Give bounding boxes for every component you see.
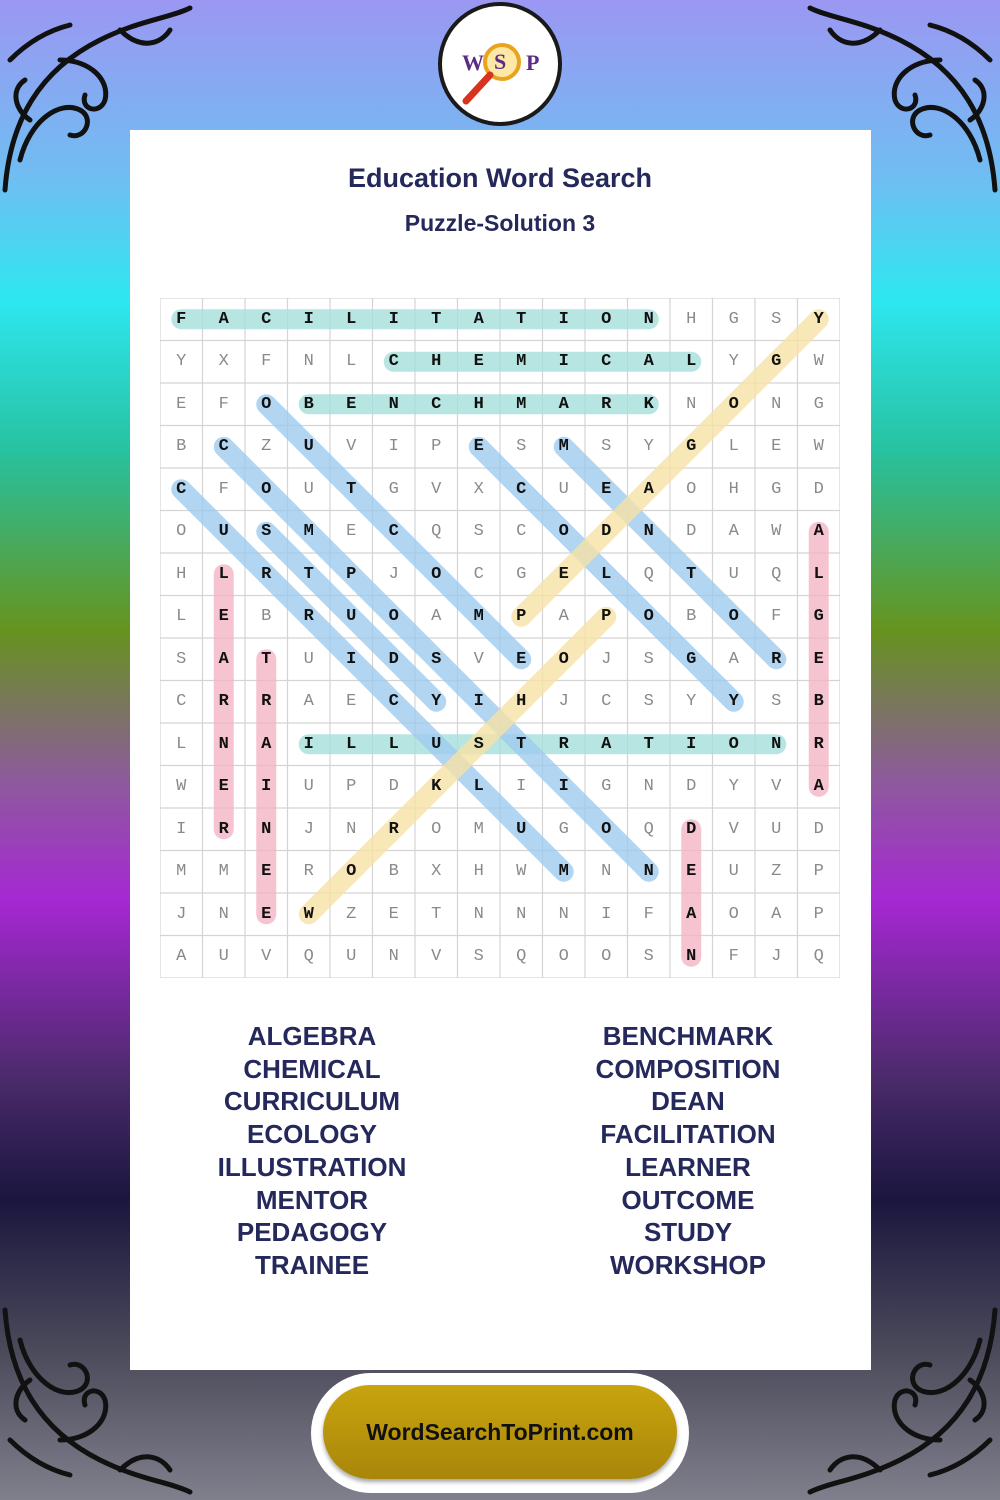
- word-list-item: PEDAGOGY: [236, 1217, 388, 1248]
- grid-letter[interactable]: S: [473, 947, 484, 967]
- grid-letter[interactable]: Q: [303, 947, 314, 967]
- grid-letter[interactable]: L: [346, 309, 357, 329]
- grid-letter[interactable]: N: [558, 904, 569, 924]
- grid-letter[interactable]: P: [516, 607, 527, 627]
- grid-letter[interactable]: A: [813, 522, 824, 542]
- word-list-item: FACILITATION: [600, 1119, 776, 1150]
- grid-letter[interactable]: U: [303, 777, 314, 797]
- word-list-item: ALGEBRA: [247, 1021, 377, 1051]
- grid-letter[interactable]: T: [431, 309, 442, 329]
- grid-letter[interactable]: N: [218, 734, 229, 754]
- grid-letter[interactable]: O: [643, 607, 654, 627]
- grid-letter[interactable]: T: [346, 479, 357, 499]
- grid-letter[interactable]: O: [261, 394, 272, 414]
- grid-letter[interactable]: U: [218, 522, 229, 542]
- grid-letter[interactable]: L: [728, 437, 739, 457]
- grid-letter[interactable]: E: [346, 394, 357, 414]
- grid-letter[interactable]: M: [303, 522, 314, 542]
- grid-letter[interactable]: I: [558, 309, 569, 329]
- grid-letter[interactable]: T: [643, 734, 654, 754]
- grid-letter[interactable]: Y: [643, 437, 654, 457]
- grid-letter[interactable]: R: [771, 649, 782, 669]
- grid-letter[interactable]: P: [346, 777, 357, 797]
- grid-letter[interactable]: F: [218, 479, 229, 499]
- grid-letter[interactable]: E: [218, 607, 229, 627]
- grid-letter[interactable]: D: [686, 819, 697, 839]
- grid-letter[interactable]: W: [813, 352, 824, 372]
- grid-letter[interactable]: L: [388, 734, 399, 754]
- footer-link-text: WordSearchToPrint.com: [366, 1418, 634, 1445]
- grid-letter[interactable]: E: [601, 479, 612, 499]
- grid-letter[interactable]: A: [643, 479, 654, 499]
- grid-letter[interactable]: S: [643, 947, 654, 967]
- grid-letter[interactable]: Q: [431, 522, 442, 542]
- grid-letter[interactable]: A: [431, 607, 442, 627]
- grid-letter[interactable]: L: [218, 564, 229, 584]
- grid-letter[interactable]: C: [388, 522, 399, 542]
- grid-letter[interactable]: E: [346, 692, 357, 712]
- grid-letter[interactable]: C: [176, 692, 187, 712]
- grid-letter[interactable]: U: [218, 947, 229, 967]
- grid-letter[interactable]: Z: [771, 862, 782, 882]
- grid-letter[interactable]: J: [558, 692, 569, 712]
- grid-letter[interactable]: E: [261, 862, 272, 882]
- grid-letter[interactable]: H: [728, 479, 739, 499]
- grid-letter[interactable]: V: [728, 819, 739, 839]
- word-list-item: CHEMICAL: [243, 1053, 381, 1084]
- grid-letter[interactable]: J: [771, 947, 782, 967]
- grid-letter[interactable]: H: [516, 692, 527, 712]
- grid-letter[interactable]: U: [303, 479, 314, 499]
- grid-letter[interactable]: W: [516, 862, 527, 882]
- grid-letter[interactable]: F: [728, 947, 739, 967]
- logo-letter-s: S: [494, 49, 507, 74]
- grid-letter[interactable]: W: [176, 777, 187, 797]
- grid-letter[interactable]: L: [473, 777, 484, 797]
- grid-letter[interactable]: U: [558, 479, 569, 499]
- grid-letter[interactable]: N: [346, 819, 357, 839]
- grid-letter[interactable]: E: [473, 352, 484, 372]
- grid-letter[interactable]: D: [388, 777, 399, 797]
- grid-letter[interactable]: K: [643, 394, 654, 414]
- grid-letter[interactable]: I: [601, 904, 612, 924]
- grid-letter[interactable]: R: [303, 607, 314, 627]
- word-list-right: [538, 1020, 838, 1282]
- word-list-item: CURRICULUM: [223, 1086, 401, 1117]
- grid-letter[interactable]: N: [516, 904, 527, 924]
- grid-letter[interactable]: S: [771, 692, 782, 712]
- grid-letter[interactable]: R: [601, 394, 612, 414]
- grid-letter[interactable]: V: [771, 777, 782, 797]
- grid-letter[interactable]: N: [388, 947, 399, 967]
- grid-letter[interactable]: N: [686, 947, 697, 967]
- grid-letter[interactable]: C: [388, 692, 399, 712]
- grid-letter[interactable]: S: [643, 649, 654, 669]
- grid-letter[interactable]: O: [686, 479, 697, 499]
- grid-letter[interactable]: P: [431, 437, 442, 457]
- grid-letter[interactable]: I: [686, 734, 697, 754]
- grid-letter[interactable]: E: [176, 394, 187, 414]
- grid-letter[interactable]: Q: [813, 947, 824, 967]
- grid-letter[interactable]: F: [771, 607, 782, 627]
- grid-letter[interactable]: N: [218, 904, 229, 924]
- grid-letter[interactable]: T: [516, 734, 527, 754]
- grid-letter[interactable]: H: [176, 564, 187, 584]
- grid-letter[interactable]: I: [176, 819, 187, 839]
- grid-letter[interactable]: V: [346, 437, 357, 457]
- grid-letter[interactable]: A: [813, 777, 824, 797]
- grid-letter[interactable]: O: [728, 904, 739, 924]
- grid-letter[interactable]: T: [261, 649, 272, 669]
- word-list-item: LEARNER: [625, 1151, 751, 1182]
- grid-letter[interactable]: O: [728, 734, 739, 754]
- grid-letter[interactable]: X: [218, 352, 229, 372]
- grid-letter[interactable]: W: [771, 522, 782, 542]
- grid-letter[interactable]: N: [771, 394, 782, 414]
- grid-letter[interactable]: G: [813, 607, 824, 627]
- grid-letter[interactable]: Y: [431, 692, 442, 712]
- word-list-item: WORKSHOP: [610, 1249, 766, 1280]
- logo-letter-w: W: [462, 50, 484, 75]
- grid-letter[interactable]: G: [771, 352, 782, 372]
- grid-letter[interactable]: U: [431, 734, 442, 754]
- word-list-item: TRAINEE: [254, 1249, 370, 1280]
- grid-letter[interactable]: R: [261, 692, 272, 712]
- grid-letter[interactable]: O: [176, 522, 187, 542]
- grid-letter[interactable]: G: [686, 649, 697, 669]
- grid-letter[interactable]: F: [261, 352, 272, 372]
- grid-letter[interactable]: N: [473, 904, 484, 924]
- grid-letter[interactable]: E: [473, 437, 484, 457]
- grid-letter[interactable]: L: [176, 607, 187, 627]
- grid-letter[interactable]: T: [431, 904, 442, 924]
- word-list-item: ECOLOGY: [246, 1119, 377, 1150]
- grid-letter[interactable]: C: [431, 394, 442, 414]
- grid-letter[interactable]: O: [601, 819, 612, 839]
- grid-letter[interactable]: A: [261, 734, 272, 754]
- grid-letter[interactable]: Y: [686, 692, 697, 712]
- grid-letter[interactable]: A: [601, 734, 612, 754]
- grid-letter[interactable]: N: [601, 862, 612, 882]
- wsp-logo: [438, 2, 562, 126]
- grid-letter[interactable]: U: [516, 819, 527, 839]
- grid-letter[interactable]: E: [558, 564, 569, 584]
- grid-letter[interactable]: E: [686, 862, 697, 882]
- grid-letter[interactable]: L: [176, 734, 187, 754]
- word-list-item: STUDY: [643, 1217, 733, 1248]
- word-list-item: DEAN: [651, 1086, 725, 1117]
- grid-letter[interactable]: G: [686, 437, 697, 457]
- grid-letter[interactable]: V: [431, 947, 442, 967]
- grid-letter[interactable]: U: [346, 607, 357, 627]
- grid-letter[interactable]: D: [686, 777, 697, 797]
- grid-letter[interactable]: O: [388, 607, 399, 627]
- grid-letter[interactable]: F: [176, 309, 187, 329]
- grid-letter[interactable]: S: [473, 734, 484, 754]
- grid-letter[interactable]: D: [813, 819, 824, 839]
- grid-letter[interactable]: C: [516, 479, 527, 499]
- grid-letter[interactable]: I: [388, 309, 399, 329]
- grid-letter[interactable]: N: [771, 734, 782, 754]
- grid-letter[interactable]: R: [813, 734, 824, 754]
- grid-letter[interactable]: R: [261, 564, 272, 584]
- grid-letter[interactable]: I: [346, 649, 357, 669]
- grid-letter[interactable]: D: [388, 649, 399, 669]
- grid-letter[interactable]: J: [303, 819, 314, 839]
- grid-letter[interactable]: G: [771, 479, 782, 499]
- grid-letter[interactable]: L: [601, 564, 612, 584]
- grid-letter[interactable]: L: [813, 564, 824, 584]
- grid-letter[interactable]: S: [473, 522, 484, 542]
- grid-letter[interactable]: R: [388, 819, 399, 839]
- grid-letter[interactable]: N: [261, 819, 272, 839]
- grid-letter[interactable]: H: [431, 352, 442, 372]
- grid-letter[interactable]: A: [303, 692, 314, 712]
- grid-letter[interactable]: A: [558, 394, 569, 414]
- grid-letter[interactable]: A: [728, 649, 739, 669]
- grid-letter[interactable]: M: [516, 352, 527, 372]
- grid-letter[interactable]: Y: [813, 309, 824, 329]
- grid-letter[interactable]: B: [261, 607, 272, 627]
- grid-letter[interactable]: H: [473, 394, 484, 414]
- grid-letter[interactable]: A: [686, 904, 697, 924]
- grid-letter[interactable]: O: [558, 522, 569, 542]
- grid-letter[interactable]: D: [813, 479, 824, 499]
- grid-letter[interactable]: I: [516, 777, 527, 797]
- grid-letter[interactable]: I: [303, 309, 314, 329]
- grid-letter[interactable]: S: [643, 692, 654, 712]
- grid-letter[interactable]: Y: [728, 352, 739, 372]
- grid-letter[interactable]: G: [601, 777, 612, 797]
- grid-letter[interactable]: O: [346, 862, 357, 882]
- grid-letter[interactable]: U: [728, 862, 739, 882]
- grid-letter[interactable]: M: [473, 819, 484, 839]
- grid-letter[interactable]: J: [176, 904, 187, 924]
- grid-letter[interactable]: A: [473, 309, 484, 329]
- grid-letter[interactable]: Q: [643, 819, 654, 839]
- grid-letter[interactable]: S: [261, 522, 272, 542]
- grid-letter[interactable]: N: [643, 777, 654, 797]
- grid-letter[interactable]: V: [431, 479, 442, 499]
- footer-link-button[interactable]: [323, 1385, 677, 1479]
- grid-letter[interactable]: I: [558, 352, 569, 372]
- grid-letter[interactable]: P: [813, 862, 824, 882]
- grid-letter[interactable]: Q: [771, 564, 782, 584]
- grid-letter[interactable]: P: [346, 564, 357, 584]
- grid-letter[interactable]: L: [686, 352, 697, 372]
- grid-letter[interactable]: K: [431, 777, 442, 797]
- grid-letter[interactable]: E: [771, 437, 782, 457]
- grid-letter[interactable]: N: [388, 394, 399, 414]
- grid-letter[interactable]: Y: [728, 692, 739, 712]
- grid-letter[interactable]: B: [176, 437, 187, 457]
- grid-letter[interactable]: P: [601, 607, 612, 627]
- grid-letter[interactable]: U: [771, 819, 782, 839]
- grid-letter[interactable]: I: [261, 777, 272, 797]
- grid-letter[interactable]: A: [728, 522, 739, 542]
- grid-letter[interactable]: S: [771, 309, 782, 329]
- grid-letter[interactable]: A: [558, 607, 569, 627]
- grid-letter[interactable]: M: [558, 437, 569, 457]
- grid-letter[interactable]: E: [218, 777, 229, 797]
- word-list-item: COMPOSITION: [595, 1053, 781, 1084]
- grid-letter[interactable]: E: [261, 904, 272, 924]
- grid-letter[interactable]: O: [601, 947, 612, 967]
- grid-letter[interactable]: C: [473, 564, 484, 584]
- grid-letter[interactable]: D: [686, 522, 697, 542]
- grid-letter[interactable]: S: [516, 437, 527, 457]
- grid-letter[interactable]: A: [218, 649, 229, 669]
- grid-letter[interactable]: S: [176, 649, 187, 669]
- grid-letter[interactable]: T: [303, 564, 314, 584]
- grid-letter[interactable]: C: [261, 309, 272, 329]
- grid-letter[interactable]: E: [813, 649, 824, 669]
- grid-letter[interactable]: A: [218, 309, 229, 329]
- grid-letter[interactable]: J: [601, 649, 612, 669]
- grid-letter[interactable]: T: [516, 309, 527, 329]
- grid-letter[interactable]: Q: [643, 564, 654, 584]
- grid-letter[interactable]: R: [218, 819, 229, 839]
- grid-letter[interactable]: W: [813, 437, 824, 457]
- grid-letter[interactable]: R: [218, 692, 229, 712]
- grid-letter[interactable]: Z: [261, 437, 272, 457]
- grid-letter[interactable]: B: [388, 862, 399, 882]
- grid-letter[interactable]: S: [431, 649, 442, 669]
- grid-letter[interactable]: B: [686, 607, 697, 627]
- grid-letter[interactable]: R: [303, 862, 314, 882]
- word-list-item: MENTOR: [255, 1184, 369, 1215]
- grid-letter[interactable]: M: [558, 862, 569, 882]
- grid-letter[interactable]: M: [218, 862, 229, 882]
- grid-letter[interactable]: M: [473, 607, 484, 627]
- grid-letter[interactable]: I: [558, 777, 569, 797]
- page-subtitle: Puzzle-Solution 3: [404, 210, 596, 236]
- grid-letter[interactable]: O: [728, 394, 739, 414]
- grid-letter[interactable]: R: [558, 734, 569, 754]
- grid-letter[interactable]: C: [516, 522, 527, 542]
- grid-letter[interactable]: B: [813, 692, 824, 712]
- logo-letter-p: P: [526, 50, 540, 75]
- grid-letter[interactable]: E: [346, 522, 357, 542]
- grid-letter[interactable]: H: [686, 309, 697, 329]
- grid-letter[interactable]: G: [813, 394, 824, 414]
- grid-letter[interactable]: D: [601, 522, 612, 542]
- grid-letter[interactable]: C: [601, 692, 612, 712]
- grid-letter[interactable]: I: [388, 437, 399, 457]
- grid-letter[interactable]: X: [473, 479, 484, 499]
- grid-letter[interactable]: U: [346, 947, 357, 967]
- grid-letter[interactable]: E: [516, 649, 527, 669]
- grid-letter[interactable]: E: [388, 904, 399, 924]
- grid-letter[interactable]: S: [601, 437, 612, 457]
- grid-letter[interactable]: N: [643, 522, 654, 542]
- page-title: Education Word Search: [347, 163, 653, 193]
- grid-letter[interactable]: C: [176, 479, 187, 499]
- grid-letter[interactable]: Y: [176, 352, 187, 372]
- grid-letter[interactable]: O: [728, 607, 739, 627]
- grid-letter[interactable]: F: [218, 394, 229, 414]
- grid-letter[interactable]: F: [643, 904, 654, 924]
- grid-letter[interactable]: C: [388, 352, 399, 372]
- grid-letter[interactable]: V: [261, 947, 272, 967]
- grid-letter[interactable]: O: [558, 947, 569, 967]
- grid-letter[interactable]: L: [346, 734, 357, 754]
- grid-letter[interactable]: O: [431, 564, 442, 584]
- grid-letter[interactable]: N: [686, 394, 697, 414]
- grid-letter[interactable]: T: [686, 564, 697, 584]
- grid-letter[interactable]: U: [728, 564, 739, 584]
- grid-letter[interactable]: A: [643, 352, 654, 372]
- grid-letter[interactable]: L: [346, 352, 357, 372]
- grid-letter[interactable]: U: [303, 649, 314, 669]
- grid-letter[interactable]: G: [516, 564, 527, 584]
- grid-letter[interactable]: P: [813, 904, 824, 924]
- grid-letter[interactable]: C: [601, 352, 612, 372]
- grid-letter[interactable]: J: [388, 564, 399, 584]
- grid-letter[interactable]: N: [643, 309, 654, 329]
- grid-letter[interactable]: O: [261, 479, 272, 499]
- grid-letter[interactable]: N: [303, 352, 314, 372]
- word-list-left: [162, 1020, 462, 1282]
- grid-letter[interactable]: X: [431, 862, 442, 882]
- grid-letter[interactable]: I: [303, 734, 314, 754]
- word-search-grid: [160, 298, 840, 978]
- word-list-item: ILLUSTRATION: [217, 1151, 407, 1182]
- grid-letter[interactable]: Z: [346, 904, 357, 924]
- grid-letter[interactable]: H: [473, 862, 484, 882]
- grid-letter[interactable]: C: [218, 437, 229, 457]
- grid-letter[interactable]: O: [601, 309, 612, 329]
- grid-letter[interactable]: U: [303, 437, 314, 457]
- grid-letter[interactable]: B: [303, 394, 314, 414]
- grid-letter[interactable]: A: [176, 947, 187, 967]
- grid-letter[interactable]: N: [643, 862, 654, 882]
- grid-letter[interactable]: G: [558, 819, 569, 839]
- word-list-item: OUTCOME: [621, 1184, 755, 1215]
- grid-letter[interactable]: I: [473, 692, 484, 712]
- grid-letter[interactable]: G: [388, 479, 399, 499]
- grid-letter[interactable]: Y: [728, 777, 739, 797]
- grid-letter[interactable]: M: [516, 394, 527, 414]
- grid-letter[interactable]: O: [558, 649, 569, 669]
- grid-letter[interactable]: A: [771, 904, 782, 924]
- word-list-item: BENCHMARK: [602, 1021, 774, 1051]
- grid-letter[interactable]: O: [431, 819, 442, 839]
- grid-letter[interactable]: Q: [516, 947, 527, 967]
- grid-letter[interactable]: M: [176, 862, 187, 882]
- grid-letter[interactable]: W: [303, 904, 314, 924]
- grid-letter[interactable]: G: [728, 309, 739, 329]
- grid-letter[interactable]: V: [473, 649, 484, 669]
